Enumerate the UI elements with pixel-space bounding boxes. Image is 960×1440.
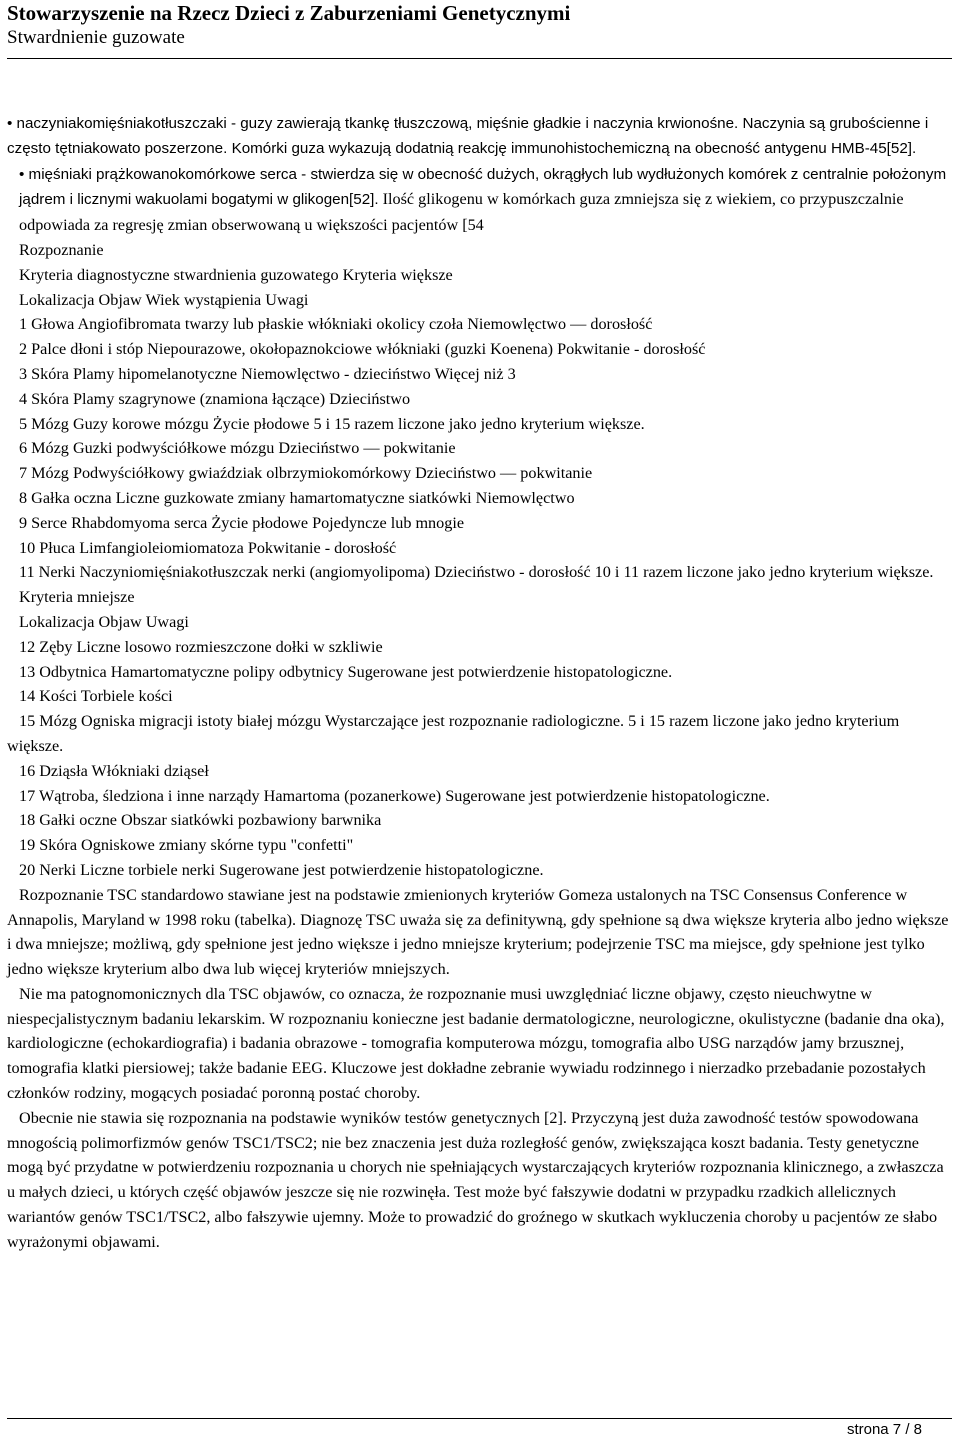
bullet-rhabdomyoma-text: • mięśniaki prążkowanokomórkowe serca - stwierdza się w obecność dużych, okrągłych lub wydłużonych komórek z centralnie położonym jądrem i licznymi wakuolami bogatymi w glikogen[52]. [19, 165, 947, 209]
minor-criteria-row: 15 Mózg Ogniska migracji istoty białej mózgu Wystarczające jest rozpoznanie radiologiczne. 5 i 15 razem liczone jako jedno kryterium większe. [7, 712, 900, 755]
major-criteria-row: 7 Mózg Podwyściółkowy gwiaździak olbrzymiokomórkowy Dzieciństwo — pokwitanie [19, 464, 593, 483]
major-criteria-row: 2 Palce dłoni i stóp Niepourazowe, okołopaznokciowe włókniaki (guzki Koenena) Pokwitanie - dorosłość [19, 340, 706, 359]
minor-criteria-row: 19 Skóra Ogniskowe zmiany skórne typu "confetti" [19, 836, 354, 855]
document-title: Stwardnienie guzowate [7, 27, 185, 48]
document-body [7, 112, 952, 1255]
minor-criteria-row: 20 Nerki Liczne torbiele nerki Sugerowane jest potwierdzenie histopatologiczne. [19, 860, 544, 879]
footer-divider [7, 1418, 952, 1419]
major-criteria-row: 4 Skóra Plamy szagrynowe (znamiona łączące) Dzieciństwo [19, 389, 411, 408]
bullet-angiomyolipoma: • naczyniakomięśniakotłuszczaki - guzy zawierają tkankę tłuszczową, mięśnie gładkie i naczynia krwionośne. Naczynia są grubościenne i często tętniakowato poszerzone. Komórki guza wykazują dodatnią reakcję immunohistochemiczną na obecność antygenu HMB-45[52]. [7, 115, 929, 157]
paragraph-genetic-testing: Obecnie nie stawia się rozpoznania na podstawie wyników testów genetycznych [2]. Przyczyną jest duża zawodność testów spowodowana mnogością polimorfizmów genów TSC1/TSC2; nie bez znaczenia jest duża rozległość genów, zwiększająca koszt badania. Testy genetyczne mogą być przydatne w potwierdzeniu rozpoznania u chorych nie spełniających wystarczających kryteriów rozpoznania klinicznego, a zwłaszcza u małych dzieci, u których część objawów jeszcze się nie rozwinęła. Test może być fałszywie dodatni w przypadku rzadkich allelicznych wariantów genów TSC1/TSC2, albo fałszywie ujemny. Może to prowadzić do groźnego w skutkach wykluczenia choroby u pacjentów ze słabo wyrażonymi objawami. [7, 1108, 944, 1251]
major-criteria-row: 8 Gałka oczna Liczne guzkowate zmiany hamartomatyczne siatkówki Niemowlęctwo [19, 488, 575, 507]
minor-criteria-header: Lokalizacja Objaw Uwagi [19, 612, 189, 631]
table-caption: Kryteria diagnostyczne stwardnienia guzowatego Kryteria większe [19, 265, 453, 284]
major-criteria-row: 5 Mózg Guzy korowe mózgu Życie płodowe 5 i 15 razem liczone jako jedno kryterium większe. [19, 414, 645, 433]
major-criteria-row: 6 Mózg Guzki podwyściółkowe mózgu Dzieciństwo — pokwitanie [19, 439, 456, 458]
major-criteria-row: 1 Głowa Angiofibromata twarzy lub płaskie włókniaki okolicy czoła Niemowlęctwo — dorosłość [19, 315, 653, 334]
paragraph-diagnosis-criteria: Rozpoznanie TSC standardowo stawiane jest na podstawie zmienionych kryteriów Gomeza ustalonych na TSC Consensus Conference w Annapolis, Maryland w 1998 roku (tabelka). Diagnozę TSC uważa się za definitywną, gdy spełnione są dwa większe kryteria albo jedno większe i dwa mniejsze; możliwą, gdy spełnione jest jedno większe i jedno mniejsze kryterium; podejrzenie TSC ma miejsce, gdy spełnione jest tylko jedno większe kryterium albo dwa lub więcej kryteriów mniejszych. [7, 885, 949, 979]
minor-criteria-row: 14 Kości Torbiele kości [19, 687, 173, 706]
major-criteria-row: 11 Nerki Naczyniomięśniakotłuszczak nerki (angiomyolipoma) Dzieciństwo - dorosłość 10 i 11 razem liczone jako jedno kryterium większe. [19, 563, 934, 582]
page-header [7, 0, 952, 49]
minor-criteria-row: 12 Zęby Liczne losowo rozmieszczone dołki w szkliwie [19, 637, 383, 656]
organization-name: Stowarzyszenie na Rzecz Dzieci z Zaburzeniami Genetycznymi [7, 1, 571, 25]
major-criteria-row: 10 Płuca Limfangioleiomiomatoza Pokwitanie - dorosłość [19, 538, 397, 557]
header-divider [7, 58, 952, 59]
section-heading-rozpoznanie: Rozpoznanie [19, 240, 104, 259]
minor-criteria-row: 16 Dziąsła Włókniaki dziąseł [19, 761, 209, 780]
bullet-rhabdomyoma [7, 162, 952, 238]
bullet-rhabdomyoma-continuation: Ilość glikogenu w komórkach guza zmniejsza się z wiekiem, co przypuszczalnie odpowiada za regresję zmian obserwowaną u większości pacjentów [54 [19, 190, 904, 235]
major-criteria-row: 3 Skóra Plamy hipomelanotyczne Niemowlęctwo - dzieciństwo Więcej niż 3 [19, 364, 516, 383]
major-criteria-row: 9 Serce Rhabdomyoma serca Życie płodowe Pojedyncze lub mnogie [19, 513, 465, 532]
minor-criteria-row: 13 Odbytnica Hamartomatyczne polipy odbytnicy Sugerowane jest potwierdzenie histopatologiczne. [19, 662, 673, 681]
paragraph-clinical-examination: Nie ma patognomonicznych dla TSC objawów, co oznacza, że rozpoznanie musi uwzględniać liczne objawy, często nieuchwytne w niespecjalistycznym badaniu lekarskim. W rozpoznaniu konieczne jest badanie dermatologiczne, neurologiczne, okulistyczne (badanie dna oka), kardiologiczne (echokardiografia) i badania obrazowe - tomografia komputerowa mózgu, tomografia albo USG narządów jamy brzusznej, tomografia klatki piersiowej; także badanie EEG. Kluczowe jest dokładne zebranie wywiadu rodzinnego i nierzadko przebadanie pozostałych członków rodziny, mogących posiadać poronną postać choroby. [7, 984, 945, 1103]
minor-criteria-row: 17 Wątroba, śledziona i inne narządy Hamartoma (pozanerkowe) Sugerowane jest potwierdzenie histopatologiczne. [19, 786, 770, 805]
minor-criteria-heading: Kryteria mniejsze [19, 588, 135, 607]
major-criteria-header: Lokalizacja Objaw Wiek wystąpienia Uwagi [19, 290, 309, 309]
page-number: strona 7 / 8 [846, 1421, 922, 1438]
minor-criteria-row: 18 Gałki oczne Obszar siatkówki pozbawiony barwnika [19, 811, 382, 830]
